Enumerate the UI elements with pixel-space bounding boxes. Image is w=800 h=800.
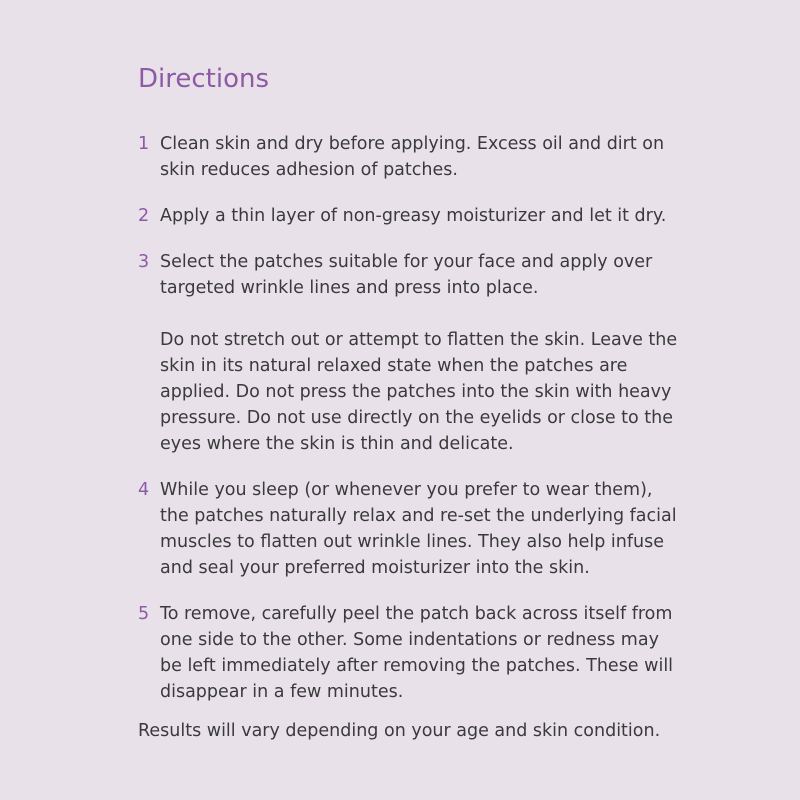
step-number: 4 [138, 480, 150, 500]
step-number: 2 [138, 206, 150, 226]
step-4 [138, 477, 678, 581]
step-number: 5 [138, 604, 150, 624]
step-note: Do not stretch out or attempt to flatten the skin. Leave the skin in its natural relaxed state when the patches are applied. Do not press the patches into the skin with heavy pressure. Do not use directly on the eyelids or close to the eyes where the skin is thin and delicate. [160, 330, 678, 454]
step-text: Select the patches suitable for your face and apply over targeted wrinkle lines and press into place. [160, 252, 653, 298]
step-3 [138, 249, 678, 457]
step-1 [138, 131, 678, 183]
step-5 [138, 601, 678, 705]
step-text: To remove, carefully peel the patch back across itself from one side to the other. Some indentations or redness may be left immediately after removing the patches. These will disappear in a few minutes. [160, 604, 674, 702]
step-text: Clean skin and dry before applying. Excess oil and dirt on skin reduces adhesion of patches. [160, 134, 665, 180]
step-2 [138, 203, 678, 229]
step-text: While you sleep (or whenever you prefer to wear them), the patches naturally relax and re-set the underlying facial muscles to flatten out wrinkle lines. They also help infuse and seal your preferred moisturizer into the skin. [160, 480, 677, 578]
spacer [138, 183, 678, 203]
results-disclaimer: Results will vary depending on your age and skin condition. [138, 721, 661, 741]
spacer [138, 457, 678, 477]
step-number: 3 [138, 252, 150, 272]
directions-list [138, 131, 678, 705]
page-title: Directions [138, 64, 270, 94]
spacer [138, 229, 678, 249]
spacer [138, 581, 678, 601]
step-text: Apply a thin layer of non-greasy moisturizer and let it dry. [160, 206, 667, 226]
step-number: 1 [138, 134, 150, 154]
